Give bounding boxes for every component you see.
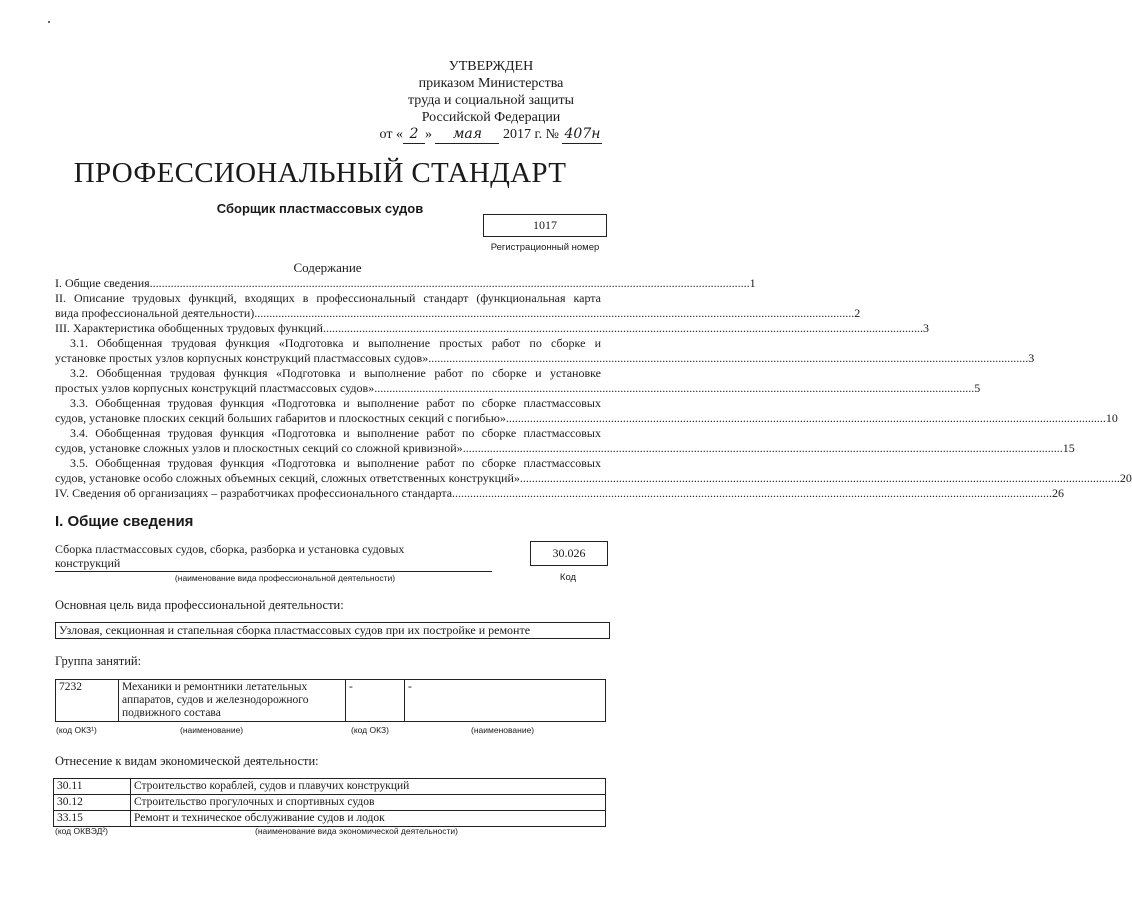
approval-block (376, 58, 606, 144)
okz-code-caption: (код ОКЗ) (351, 725, 389, 735)
toc-item[interactable] (55, 486, 1065, 501)
toc-page: 10 (1105, 411, 1118, 425)
group-label: Группа занятий: (55, 654, 142, 668)
okved-table (53, 778, 606, 827)
order-number: 407н (562, 126, 602, 144)
toc-item-text: 3.4. Обобщенная трудовая функция «Подготовка и выполнение работ по сборке пластмассовых (70, 426, 601, 440)
toc-item-text: судов, установке сложных узлов и плоскостных секций со сложной кривизной» (55, 441, 463, 455)
toc-item-text: III. Характеристика обобщенных трудовых функций (55, 321, 323, 335)
approval-line: труда и социальной защиты (408, 93, 574, 108)
toc-item-text: вида профессиональной деятельности) (55, 306, 255, 320)
toc-page: 2 (854, 306, 861, 320)
goal-box: Узловая, секционная и стапельная сборка пластмассовых судов при их постройке и ремонте (55, 622, 610, 639)
toc-page: 3 (1028, 351, 1035, 365)
activity-code-box: 30.026 (530, 541, 608, 566)
okved-name-cell: Ремонт и техническое обслуживание судов и лодок (131, 811, 606, 827)
okz-name-cell: - (405, 680, 606, 722)
order-year: 2017 г. № (502, 127, 559, 142)
okz-code-caption: (код ОКЗ¹) (56, 725, 97, 735)
econ-label: Отнесение к видам экономической деятельности: (55, 754, 319, 768)
table-row (54, 779, 606, 795)
okved-name-cell: Строительство кораблей, судов и плавучих конструкций (131, 779, 606, 795)
date-prefix: от « (379, 127, 403, 142)
speck (48, 21, 50, 23)
okz-code-cell: 7232 (56, 680, 119, 722)
toc-item-text: простых узлов корпусных конструкций пластмассовых судов» (55, 381, 375, 395)
toc-item[interactable] (55, 336, 601, 351)
toc-item[interactable] (55, 321, 929, 336)
toc-page: 3 (922, 321, 929, 335)
toc-leader (463, 441, 1063, 456)
okved-code-cell: 30.11 (54, 779, 131, 795)
activity-caption: (наименование вида профессиональной деятельности) (174, 573, 396, 583)
toc-item-text: 3.5. Обобщенная трудовая функция «Подготовка и выполнение работ по сборке пластмассовых (70, 456, 601, 470)
table-row (56, 680, 606, 722)
toc-item[interactable] (55, 396, 601, 411)
okved-name-caption: (наименование вида экономической деятельности) (255, 826, 458, 836)
registration-number-label: Регистрационный номер (490, 242, 600, 253)
toc-leader (323, 321, 923, 336)
toc-leader (428, 351, 1028, 366)
toc-item-text: II. Описание трудовых функций, входящих в профессиональный стандарт (функциональная карта (55, 291, 601, 305)
toc-item[interactable] (55, 276, 756, 291)
toc-leader (506, 411, 1106, 426)
toc-leader (452, 486, 1052, 501)
toc-item[interactable] (55, 456, 601, 471)
document-title: ПРОФЕССИОНАЛЬНЫЙ СТАНДАРТ (73, 157, 567, 189)
activity-name: Сборка пластмассовых судов, сборка, разборка и установка судовых конструкций (55, 542, 405, 570)
okz-name-cell: Механики и ремонтники летательных аппаратов, судов и железнодорожного подвижного состава (119, 680, 346, 722)
date-close: » (424, 127, 432, 142)
table-row (54, 795, 606, 811)
toc-title: Содержание (293, 260, 362, 275)
toc-item[interactable] (55, 426, 601, 441)
toc-item-text: установке простых узлов корпусных конструкций пластмассовых судов» (55, 351, 429, 365)
toc-item-text: судов, установке особо сложных объемных секций, сложных ответственных конструкций» (55, 471, 520, 485)
approval-line: приказом Министерства (418, 76, 564, 91)
activity-underline (55, 571, 492, 572)
toc-leader (520, 471, 1120, 486)
toc-page: 15 (1062, 441, 1075, 455)
toc-item-text: 3.3. Обобщенная трудовая функция «Подготовка и выполнение работ по сборке пластмассовых (70, 396, 601, 410)
toc-item-text: IV. Сведения об организациях – разработчиках профессионального стандарта (55, 486, 453, 500)
table-row (54, 811, 606, 827)
toc-leader (254, 306, 854, 321)
toc-item-text: I. Общие сведения (55, 276, 150, 290)
table-of-contents (55, 276, 1132, 501)
approval-line: УТВЕРЖДЕН (448, 59, 534, 74)
section-heading: I. Общие сведения (55, 513, 194, 530)
okved-code-caption: (код ОКВЭД²) (55, 826, 108, 836)
okz-name-caption: (наименование) (180, 725, 244, 735)
toc-page: 20 (1119, 471, 1132, 485)
toc-item-text: судов, установке плоских секций больших габаритов и плоскостных секций с погибью» (55, 411, 506, 425)
toc-item[interactable] (55, 291, 861, 321)
order-day: 2 (403, 126, 425, 144)
okved-code-cell: 33.15 (54, 811, 131, 827)
toc-item-continuation[interactable] (55, 471, 1132, 486)
toc-page: 26 (1052, 486, 1065, 500)
standard-subtitle: Сборщик пластмассовых судов (216, 201, 424, 216)
registration-number-box: 1017 (483, 214, 607, 237)
okved-code-cell: 30.12 (54, 795, 131, 811)
okved-name-cell: Строительство прогулочных и спортивных судов (131, 795, 606, 811)
toc-item-text: 3.1. Обобщенная трудовая функция «Подготовка и выполнение простых работ по сборке и (70, 336, 601, 350)
toc-item-continuation[interactable] (55, 411, 1118, 426)
okz-code-cell: - (346, 680, 405, 722)
toc-leader (150, 276, 750, 291)
toc-page: 1 (749, 276, 756, 290)
approval-line: Российской Федерации (421, 110, 561, 125)
occupation-group-table (55, 679, 606, 722)
toc-item-continuation[interactable] (55, 381, 981, 396)
toc-page: 5 (974, 381, 981, 395)
goal-label: Основная цель вида профессиональной деятельности: (55, 598, 344, 612)
toc-leader (374, 381, 974, 396)
toc-item-continuation[interactable] (55, 351, 1035, 366)
toc-item-text: 3.2. Обобщенная трудовая функция «Подготовка и выполнение работ по сборке и установке (70, 366, 601, 380)
okz-name-caption: (наименование) (471, 725, 535, 735)
order-month: мая (435, 126, 499, 144)
toc-item-continuation[interactable] (55, 441, 1075, 456)
activity-code-caption: Код (559, 572, 577, 583)
order-date-line (376, 126, 606, 144)
toc-item[interactable] (55, 366, 601, 381)
